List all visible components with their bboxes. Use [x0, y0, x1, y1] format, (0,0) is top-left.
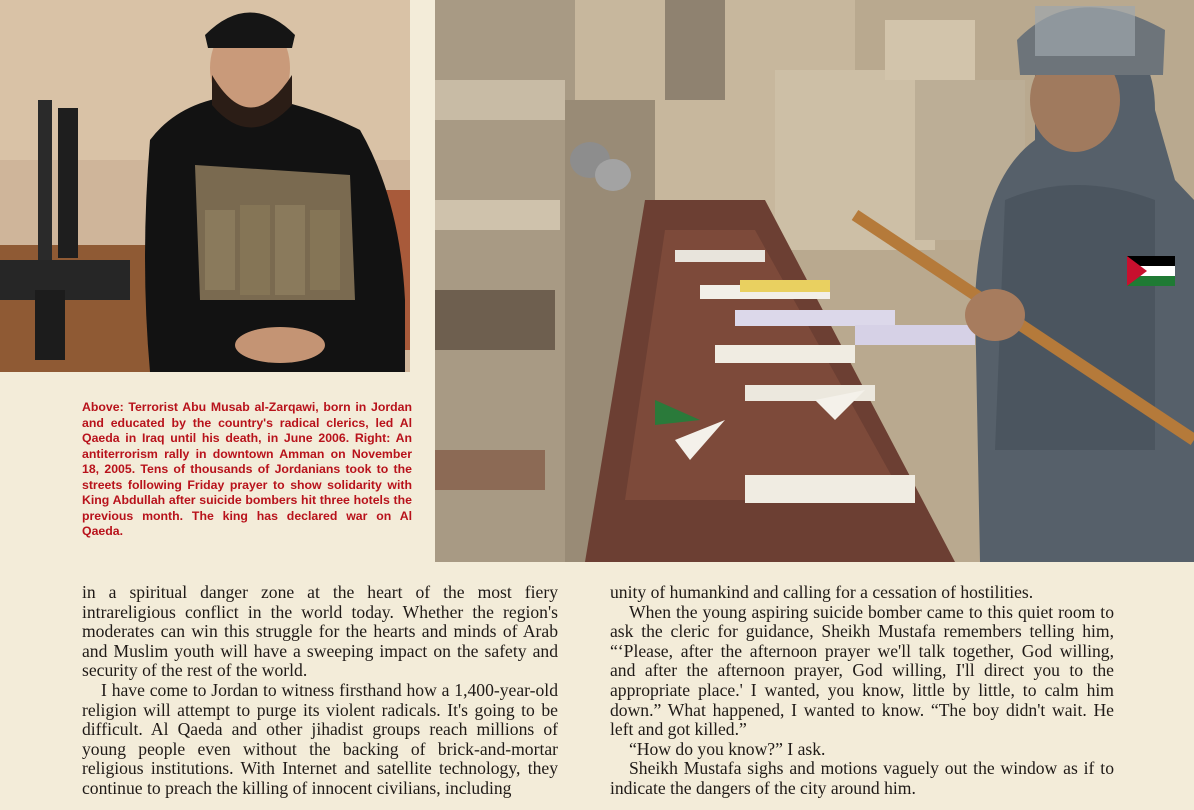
body-paragraph: unity of humankind and calling for a cessation of hostilities. [610, 582, 1034, 602]
body-paragraph: I have come to Jordan to witness firsthand how a 1,400-year-old religion will attempt to purge its violent radicals. It's going to be difficult. Al Qaeda and other jihadist groups reach millions of young people even without the backing of brick-and-mortar religious institutions. With Internet and satellite technology, they continue to preach the killing of innocent civilians, including [82, 679, 558, 798]
body-paragraph: Sheikh Mustafa sighs and motions vaguely out the window as if to indicate the dangers of the city around him. [610, 758, 1114, 798]
body-column-right [610, 583, 1114, 799]
rally-illustration [435, 0, 1194, 562]
portrait-photo [0, 0, 410, 372]
body-paragraph: When the young aspiring suicide bomber came to this quiet room to ask the cleric for guidance, Sheikh Mustafa remembers telling him, “‘Please, after the afternoon prayer we'll talk together, God willing, and after the afternoon prayer, God willing, I'll direct you to the appropriate place.' I wanted, you know, little by little, to calm him down.” What happened, I wanted to know. “The boy didn't wait. He left and got killed.” [610, 601, 1114, 740]
portrait-illustration [0, 0, 410, 372]
rally-photo [435, 0, 1194, 562]
body-paragraph: “How do you know?” I ask. [629, 738, 826, 759]
photo-caption: Above: Terrorist Abu Musab al-Zarqawi, born in Jordan and educated by the country's radical clerics, led Al Qaeda in Iraq until his death, in June 2006. Right: An antiterrorism rally in downtown Amman on November 18, 2005. Tens of thousands of Jordanians took to the streets following Friday prayer to show solidarity with King Abdullah after suicide bombers hit three hotels the previous month. The king has declared war on Al Qaeda. [82, 400, 412, 538]
body-column-left [82, 583, 558, 799]
body-paragraph: in a spiritual danger zone at the heart of the most fiery intrareligious conflict in the world today. Whether the region's moderates can win this struggle for the hearts and minds of Arab and Muslim youth will have a sweeping impact on the safety and security of the rest of the world. [82, 582, 558, 681]
